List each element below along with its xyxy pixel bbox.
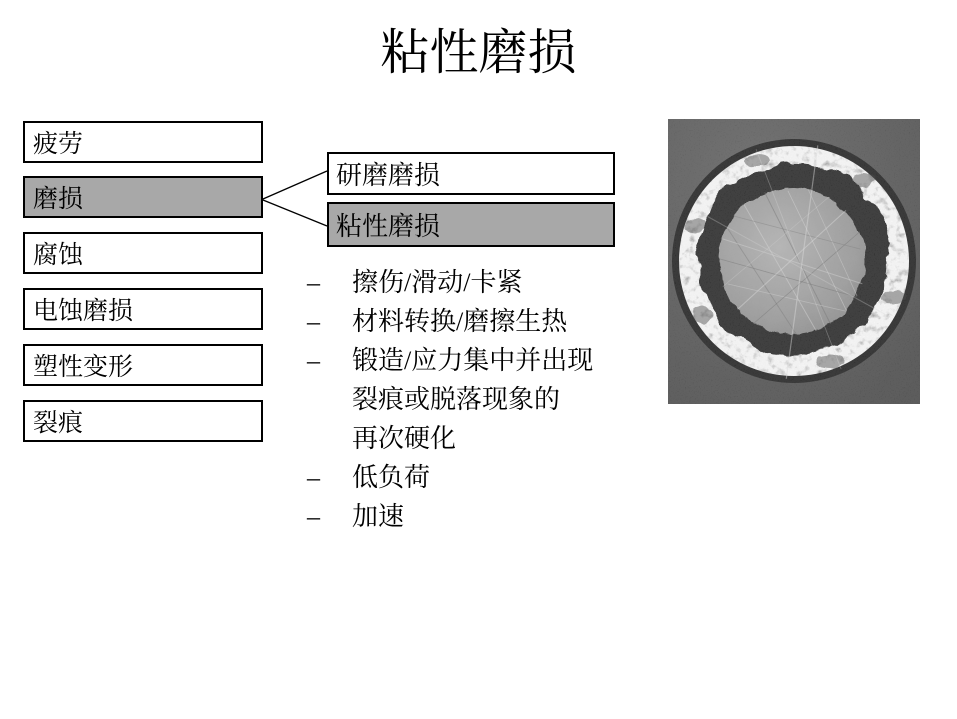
adhesive-wear-photo	[668, 119, 920, 404]
box-cracks-label: 裂痕	[33, 410, 84, 437]
bullet-line: 擦伤/滑动/卡紧	[352, 268, 523, 297]
box-wear-label: 磨损	[33, 186, 84, 213]
bullet-line: 材料转换/磨擦生热	[352, 307, 568, 336]
bullet-line: 加速	[352, 502, 405, 531]
connector-line-upper	[263, 171, 327, 199]
box-plastic-deformation-label: 塑性变形	[33, 354, 134, 381]
bullet-item	[307, 302, 667, 341]
box-abrasive-wear-label: 研磨磨损	[336, 161, 441, 190]
bullet-item	[307, 458, 667, 497]
bullet-line: 再次硬化	[352, 424, 457, 453]
box-cracks	[23, 400, 263, 442]
box-adhesive-wear-label: 粘性磨损	[336, 212, 441, 241]
bullet-dash: –	[307, 307, 320, 336]
bullet-item	[307, 263, 667, 302]
box-abrasive-wear	[327, 152, 615, 195]
box-fatigue-label: 疲劳	[33, 131, 84, 158]
box-adhesive-wear	[327, 202, 615, 247]
box-corrosion	[23, 232, 263, 274]
bullet-line: 裂痕或脱落现象的	[352, 385, 561, 414]
bullet-item	[307, 497, 667, 536]
bullet-dash: –	[307, 268, 320, 297]
bullet-dash: –	[307, 502, 320, 531]
bullet-line: 低负荷	[352, 463, 431, 492]
photo-grain-overlay	[668, 119, 920, 404]
slide-title: 粘性磨损	[380, 25, 577, 80]
bullet-list	[307, 263, 667, 536]
bullet-dash: –	[307, 463, 320, 492]
box-fatigue	[23, 121, 263, 163]
box-electro-erosion-wear	[23, 288, 263, 330]
box-electro-erosion-wear-label: 电蚀磨损	[33, 298, 134, 325]
box-wear	[23, 176, 263, 218]
bullet-dash: –	[307, 346, 320, 375]
box-corrosion-label: 腐蚀	[33, 242, 84, 269]
box-plastic-deformation	[23, 344, 263, 386]
bullet-line: 锻造/应力集中并出现	[352, 346, 594, 375]
bullet-item	[307, 341, 667, 458]
connector-line-lower	[263, 200, 327, 226]
